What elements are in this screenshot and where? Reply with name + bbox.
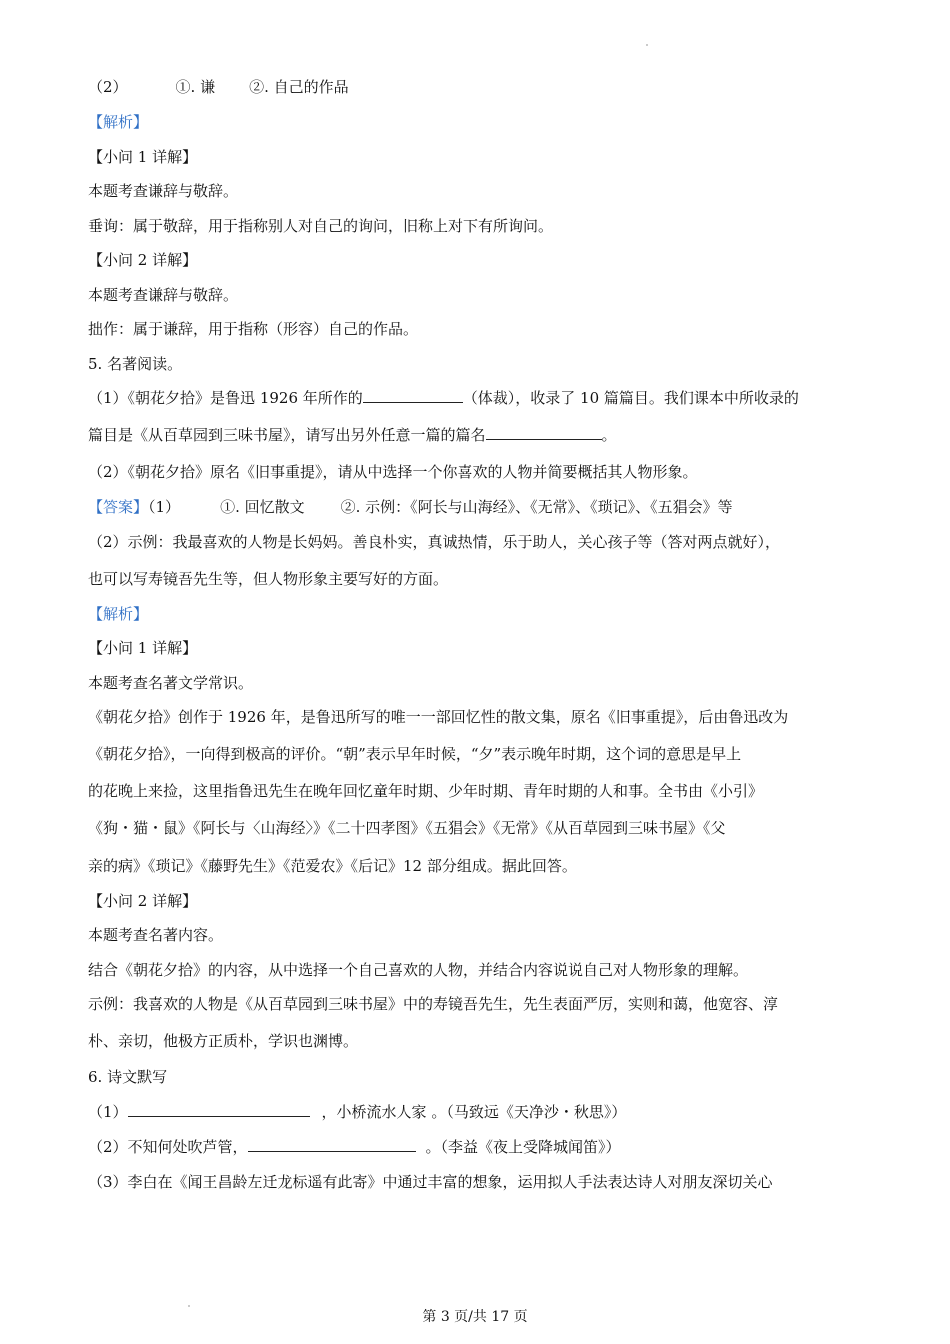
q4-answer-line <box>88 76 868 98</box>
q6-blank-2[interactable] <box>248 1136 416 1152</box>
q5-part2: （2）《朝花夕拾》原名《旧事重提》，请从中选择一个你喜欢的人物并简要概括其人物形象。 <box>88 463 698 481</box>
q6-part1 <box>88 1101 868 1123</box>
q5-p1-text-a: （1）《朝花夕拾》是鲁迅 1926 年所作的 <box>88 389 363 407</box>
q5-sub1-line4: 《狗・猫・鼠》《阿长与〈山海经〉》《二十四孝图》《五猖会》《无常》《从百草园到三味书屋》《父 <box>88 819 726 837</box>
q6-part3: （3）李白在《闻王昌龄左迁龙标遥有此寄》中通过丰富的想象，运用拟人手法表达诗人对朋友深切关心 <box>88 1173 773 1191</box>
q5-title: 5. 名著阅读。 <box>88 355 183 373</box>
q5-answer-num: （1） <box>148 498 181 516</box>
q4-sub1-topic: 本题考查谦辞与敬辞。 <box>88 182 239 200</box>
q6-p1-num: （1） <box>88 1103 128 1121</box>
q5-sub1-title: 【小问 1 详解】 <box>88 639 198 657</box>
q5-answer2-line1: （2）示例：我最喜欢的人物是长妈妈。善良朴实，真诚热情，乐于助人，关心孩子等（答对两点就好）， <box>88 533 781 551</box>
q5-sub2-line3: 朴、亲切，他极方正质朴，学识也渊博。 <box>88 1032 359 1050</box>
q5-answer-line <box>88 496 868 518</box>
q5-sub1-line5: 亲的病》《琐记》《藤野先生》《范爱农》《后记》12 部分组成。据此回答。 <box>88 857 577 875</box>
q4-sub2-title: 【小问 2 详解】 <box>88 251 198 269</box>
q5-p1-text-d: 。 <box>601 426 617 444</box>
q5-answer-1: ①. 回忆散文 <box>220 498 305 516</box>
q6-p2-text-b: 。（李益《夜上受降城闻笛》） <box>425 1138 621 1156</box>
q4-sub1-title: 【小问 1 详解】 <box>88 148 198 166</box>
q5-answer-2: ②. 示例：《阿长与山海经》、《无常》、《琐记》、《五猖会》等 <box>340 498 733 516</box>
q5-blank-title[interactable] <box>486 424 602 440</box>
q5-part1-line2 <box>88 424 868 446</box>
q5-part1-line1 <box>88 387 868 409</box>
q4-answer-2: ②. 自己的作品 <box>249 78 349 96</box>
q4-analysis-tag: 【解析】 <box>88 113 149 131</box>
q5-p1-text-c: 篇目是《从百草园到三味书屋》，请写出另外任意一篇的篇名 <box>88 426 486 444</box>
page-footer: 第 3 页/共 17 页 <box>422 1309 528 1325</box>
q4-answer-num: （2） <box>88 78 128 96</box>
q6-p2-text-a: （2）不知何处吹芦管， <box>88 1138 248 1156</box>
q5-answer2-line2: 也可以写寿镜吾先生等，但人物形象主要写好的方面。 <box>88 570 449 588</box>
q5-sub1-topic: 本题考查名著文学常识。 <box>88 674 254 692</box>
q4-answer-1: ①. 谦 <box>175 78 216 96</box>
q6-blank-1[interactable] <box>128 1101 310 1117</box>
q5-sub2-title: 【小问 2 详解】 <box>88 892 198 910</box>
q5-blank-genre[interactable] <box>363 387 463 403</box>
q5-sub2-line1: 结合《朝花夕拾》的内容，从中选择一个自己喜欢的人物，并结合内容说说自己对人物形象的理解。 <box>88 961 749 979</box>
q6-part2 <box>88 1136 868 1158</box>
q4-sub2-topic: 本题考查谦辞与敬辞。 <box>88 286 239 304</box>
q6-p1-text: ，小桥流水人家 。（马致远《天净沙・秋思》） <box>321 1103 627 1121</box>
q5-sub2-line2: 示例：我喜欢的人物是《从百草园到三味书屋》中的寿镜吾先生，先生表面严厉，实则和蔼，他宽容、淳 <box>88 995 779 1013</box>
q4-sub2-text: 拙作：属于谦辞，用于指称（形容）自己的作品。 <box>88 320 419 338</box>
q5-sub1-line1: 《朝花夕拾》创作于 1926 年，是鲁迅所写的唯一一部回忆性的散文集，原名《旧事重提》，后由鲁迅改为 <box>88 708 789 726</box>
q5-sub2-topic: 本题考查名著内容。 <box>88 926 224 944</box>
q5-analysis-tag: 【解析】 <box>88 605 149 623</box>
q5-answer-tag: 【答案】 <box>88 498 149 516</box>
q4-sub1-text: 垂询：属于敬辞，用于指称别人对自己的询问，旧称上对下有所询问。 <box>88 217 554 235</box>
scan-dot <box>188 1305 190 1307</box>
q5-sub1-line2: 《朝花夕拾》，一向得到极高的评价。“朝”表示早年时候，“夕”表示晚年时期，这个词的意思是早上 <box>88 745 742 763</box>
scan-dot <box>646 44 648 46</box>
q5-p1-text-b: （体裁），收录了 10 篇篇目。我们课本中所收录的 <box>462 389 799 407</box>
q6-title: 6. 诗文默写 <box>88 1068 168 1086</box>
q5-sub1-line3: 的花晚上来捡，这里指鲁迅先生在晚年回忆童年时期、少年时期、青年时期的人和事。全书由《小引》 <box>88 782 764 800</box>
